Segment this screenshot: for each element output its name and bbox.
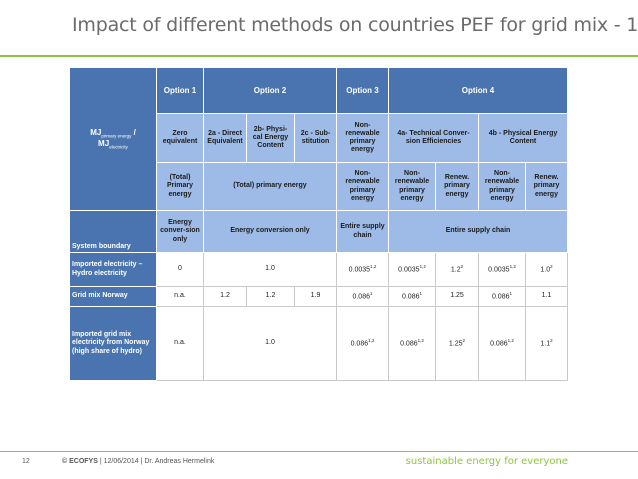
value-cell: 0.0035$^{1,2}$ [479, 253, 526, 287]
energy-type-opt1: (Total) Primary energy [157, 163, 204, 211]
row-label: Imported grid mix electricity from Norway (high share of hydro) [70, 307, 157, 381]
footer-brand: © ECOFYS [62, 458, 98, 465]
value-cell: 0.086$^1$ [389, 287, 436, 307]
energy-type-4a-nonrenew: Non-renewable primary energy [389, 163, 436, 211]
value-cell: $1.1^2$ [526, 307, 568, 381]
row-label: Imported electricity – Hydro electricity [70, 253, 157, 287]
value-cell: 1.25 [436, 287, 479, 307]
slide-title: Impact of different methods on countries PEF for grid mix - 1 [72, 14, 638, 36]
boundary-opt4: Entire supply chain [389, 211, 568, 253]
boundary-opt3: Entire supply chain [337, 211, 389, 253]
value-cell: 0.0035$^{1,2}$ [337, 253, 389, 287]
option-3-header: Option 3 [337, 68, 389, 114]
system-boundary-label: System boundary [70, 211, 157, 253]
value-cell: 0.086$^{1,2}$ [389, 307, 436, 381]
option-2-header: Option 2 [204, 68, 337, 114]
value-cell: 1.2 [247, 287, 295, 307]
value-cell: n.a. [157, 307, 204, 381]
footer-credit [62, 458, 214, 465]
method-substitution: 2c - Sub-stitution [295, 114, 337, 163]
table-row [70, 307, 568, 381]
value-cell: 0.086$^1$ [479, 287, 526, 307]
value-cell: 0.086$^{1,2}$ [479, 307, 526, 381]
title-divider [0, 55, 638, 57]
unit-denominator-sub: electricity [109, 144, 128, 150]
energy-type-opt3: Non-renewable primary energy [337, 163, 389, 211]
units-header-cell [70, 68, 157, 211]
value-cell: 1.1 [526, 287, 568, 307]
value-cell: $1.0^2$ [526, 253, 568, 287]
value-cell: 1.2 [204, 287, 247, 307]
value-cell: 1.0 [204, 253, 337, 287]
method-technical-conversion: 4a- Technical Conver-sion Efficiencies [389, 114, 479, 163]
value-cell: 0 [157, 253, 204, 287]
option-1-header: Option 1 [157, 68, 204, 114]
method-zero-equivalent: Zero equivalent [157, 114, 204, 163]
option-4-header: Option 4 [389, 68, 568, 114]
value-cell: $1.2^2$ [436, 253, 479, 287]
method-physical-energy-content-4b: 4b - Physical Energy Content [479, 114, 568, 163]
footer-tagline: sustainable energy for everyone [405, 456, 568, 467]
value-cell: 1.0 [204, 307, 337, 381]
value-cell: n.a. [157, 287, 204, 307]
unit-numerator: MJ [90, 128, 102, 138]
pef-comparison-table [69, 67, 568, 381]
energy-type-4a-renew: Renew. primary energy [436, 163, 479, 211]
footer-date-author: | 12/06/2014 | Dr. Andreas Hermelink [97, 458, 215, 465]
energy-type-4b-nonrenew: Non-renewable primary energy [479, 163, 526, 211]
value-cell: 0.086$^1$ [337, 287, 389, 307]
value-cell: 0.0035$^{1,2}$ [389, 253, 436, 287]
value-cell: 1.25$^2$ [436, 307, 479, 381]
boundary-opt2: Energy conversion only [204, 211, 337, 253]
energy-type-opt2: (Total) primary energy [204, 163, 337, 211]
method-physical-energy-content: 2b- Physi-cal Energy Content [247, 114, 295, 163]
method-direct-equivalent: 2a - Direct Equivalent [204, 114, 247, 163]
energy-type-4b-renew: Renew. primary energy [526, 163, 568, 211]
boundary-opt1: Energy conver-sion only [157, 211, 204, 253]
footer-divider [0, 451, 638, 452]
page-number: 12 [22, 458, 30, 465]
unit-slash: / [131, 128, 136, 138]
value-cell: 1.9 [295, 287, 337, 307]
row-label: Grid mix Norway [70, 287, 157, 307]
table-row [70, 253, 568, 287]
unit-numerator-sub: primary energy [101, 133, 132, 139]
table-row [70, 287, 568, 307]
unit-denominator: MJ [98, 139, 110, 148]
method-non-renewable-primary: Non-renewable primary energy [337, 114, 389, 163]
value-cell: 0.086$^{1,2}$ [337, 307, 389, 381]
